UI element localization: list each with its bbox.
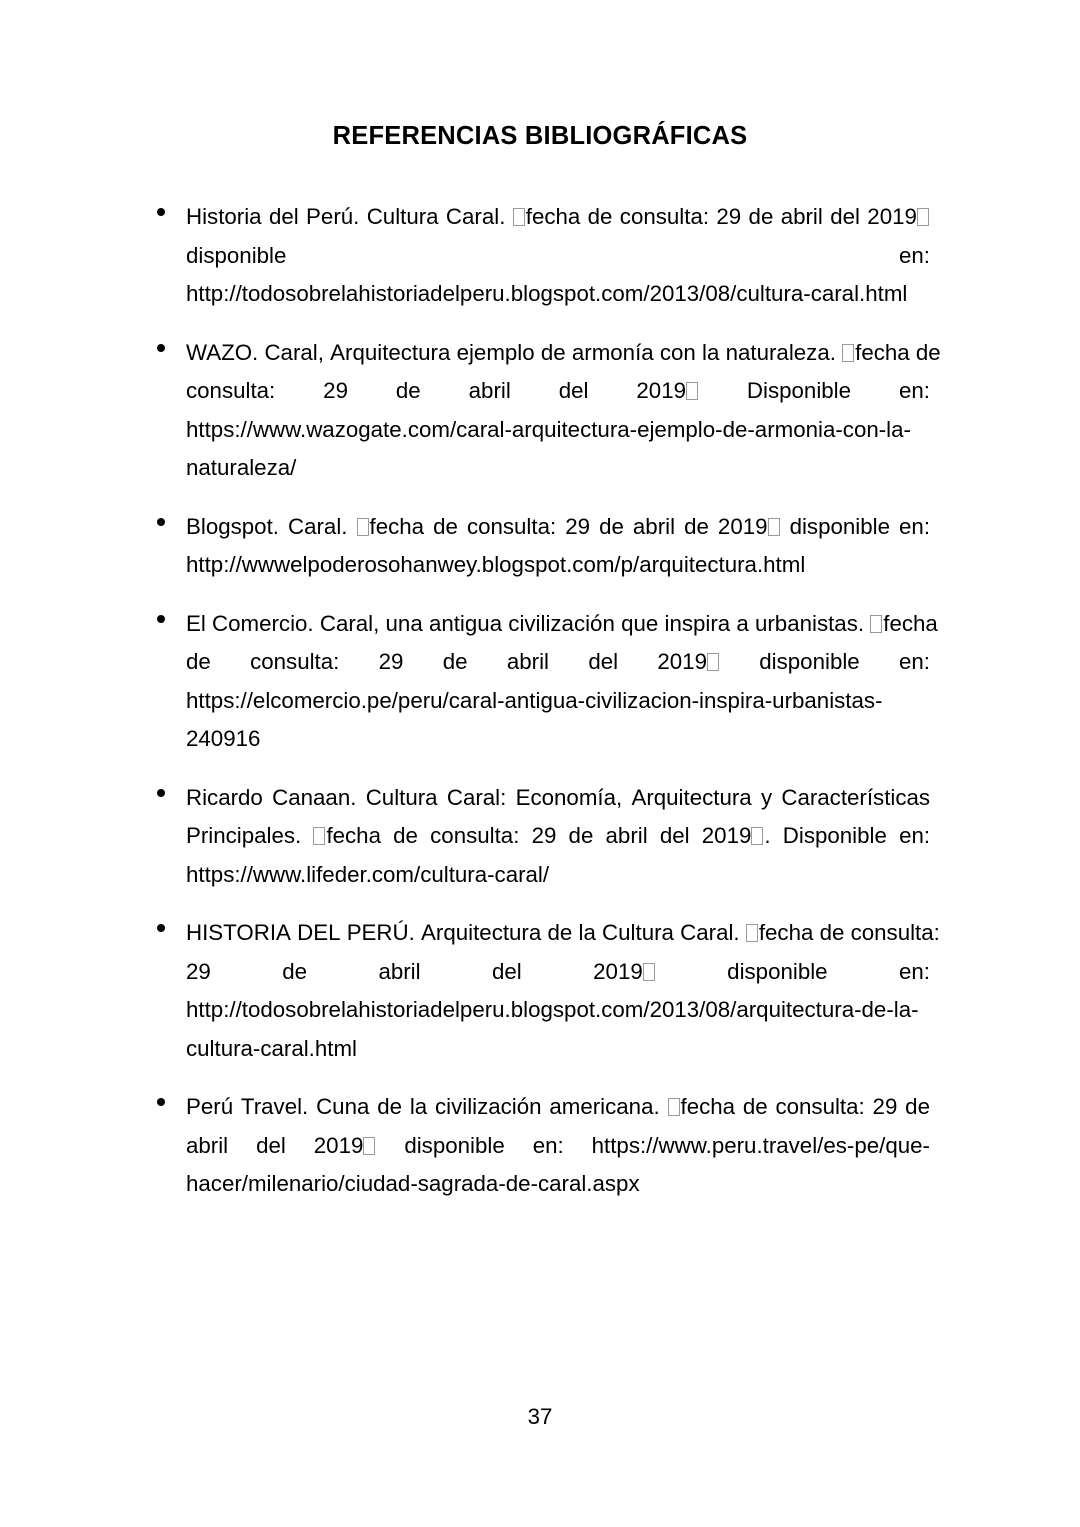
reference-line xyxy=(186,914,940,953)
text-token: 29 xyxy=(565,513,591,539)
text-token: Ricardo xyxy=(186,784,263,810)
text-token: de xyxy=(186,649,211,674)
text-token: 2019 xyxy=(314,1127,377,1166)
text-token: inspira xyxy=(664,610,731,636)
text-token: de xyxy=(742,1094,768,1119)
text-token: 29 xyxy=(186,958,211,984)
reference-text xyxy=(186,605,938,759)
bullet-icon xyxy=(157,1098,165,1106)
text-token: naturaleza/ xyxy=(186,455,297,480)
text-token: Arquitectura xyxy=(631,784,752,810)
text-token: de xyxy=(547,920,573,945)
references-list xyxy=(150,198,941,1224)
reference-item xyxy=(150,334,941,488)
reference-line xyxy=(186,1165,930,1204)
text-token: Disponible xyxy=(746,378,852,403)
text-token: Cultura xyxy=(366,204,439,229)
text-token: Caral, xyxy=(264,339,324,365)
text-token: http://todosobrelahistoriadelperu.blogspot.com/2013/08/arquitectura-de-la- xyxy=(186,997,919,1022)
reference-text xyxy=(186,334,941,488)
text-token: americana. xyxy=(549,1094,660,1119)
text-token: Cultura xyxy=(365,784,438,810)
reference-line xyxy=(186,856,930,895)
text-token: fecha xyxy=(668,1088,736,1127)
reference-line xyxy=(186,411,930,450)
text-token: http://wwwelpoderosohanwey.blogspot.com/p/arquitectura.html xyxy=(186,552,806,577)
text-token: Arquitectura xyxy=(330,339,451,365)
page-title: REFERENCIAS BIBLIOGRÁFICAS xyxy=(332,122,748,150)
text-token: y xyxy=(760,784,773,810)
text-token: la xyxy=(578,920,596,945)
reference-line xyxy=(186,372,930,411)
text-token: de xyxy=(819,920,845,945)
text-token: disponible xyxy=(404,1132,505,1158)
text-token: de xyxy=(282,958,308,984)
missing-glyph-icon xyxy=(363,1137,375,1155)
reference-text xyxy=(186,779,930,895)
text-token: disponible xyxy=(789,513,890,539)
text-token: en: xyxy=(532,1132,564,1158)
text-token: del xyxy=(659,823,690,848)
text-token: Arquitectura xyxy=(421,920,542,945)
text-token: de xyxy=(442,649,468,674)
text-token: disponible xyxy=(727,958,828,984)
reference-line xyxy=(186,682,930,721)
text-token: en: xyxy=(899,242,930,268)
text-token: Blogspot. xyxy=(186,513,279,539)
reference-line xyxy=(186,449,930,488)
text-token: abril xyxy=(468,378,511,403)
reference-text xyxy=(186,1088,930,1204)
text-token: fecha xyxy=(357,508,425,547)
text-token: consulta: xyxy=(250,649,340,674)
text-token: de xyxy=(599,513,624,539)
text-token: consulta: xyxy=(430,823,520,848)
reference-item xyxy=(150,508,930,585)
text-token: abril xyxy=(506,649,550,674)
missing-glyph-icon xyxy=(751,827,763,845)
missing-glyph-icon xyxy=(917,208,929,226)
text-token: 2019 xyxy=(657,643,720,682)
reference-line xyxy=(186,546,930,585)
text-token: 29 xyxy=(716,204,742,229)
text-token: Caral: xyxy=(446,784,507,810)
text-token: https://elcomercio.pe/peru/caral-antigua-civilizacion-inspira-urbanistas- xyxy=(186,687,883,713)
text-token: urbanistas. xyxy=(754,610,865,636)
text-token: abril xyxy=(378,958,421,984)
text-token: Perú xyxy=(186,1094,234,1119)
text-token: fecha xyxy=(313,817,381,856)
text-token: ejemplo xyxy=(456,339,535,365)
text-token: Caral. xyxy=(445,204,506,229)
text-token: fecha xyxy=(513,198,581,237)
reference-line xyxy=(186,991,930,1030)
missing-glyph-icon xyxy=(513,208,525,226)
text-token: fecha xyxy=(870,605,938,644)
text-token: 2019 xyxy=(867,198,930,237)
bullet-icon xyxy=(157,789,165,797)
text-token: abril xyxy=(186,1132,229,1158)
text-token: con xyxy=(659,339,696,365)
text-token: abril xyxy=(605,823,648,848)
text-token: El xyxy=(186,610,206,636)
text-token: del xyxy=(830,204,860,229)
text-token: la xyxy=(702,339,720,365)
text-token: 2019 xyxy=(593,953,656,992)
reference-line xyxy=(186,817,930,856)
text-token: DEL xyxy=(297,920,341,945)
text-token: Caral. xyxy=(680,920,740,945)
text-token: de xyxy=(393,823,418,848)
text-token: en: xyxy=(899,649,930,674)
text-token: que xyxy=(621,610,659,636)
missing-glyph-icon xyxy=(668,1098,680,1116)
text-token: la xyxy=(409,1094,428,1119)
text-token: de xyxy=(540,339,566,365)
text-token: Disponible xyxy=(782,823,887,848)
text-token: de xyxy=(587,204,613,229)
text-token: del xyxy=(256,1132,286,1158)
text-token: de xyxy=(905,1094,930,1119)
reference-line xyxy=(186,953,930,992)
reference-line xyxy=(186,334,941,373)
text-token: 2019 . xyxy=(701,823,771,848)
text-token: HISTORIA xyxy=(186,920,291,945)
text-token: de xyxy=(377,1094,402,1119)
text-token: Caral, xyxy=(319,610,380,636)
bullet-icon xyxy=(157,208,165,216)
text-token: de xyxy=(395,378,421,403)
text-token: consulta: xyxy=(619,204,710,229)
text-token: PERÚ. xyxy=(346,920,415,945)
text-token: consulta: xyxy=(775,1094,865,1119)
text-token: 29 xyxy=(531,823,557,848)
reference-line xyxy=(186,643,930,682)
reference-text xyxy=(186,198,930,314)
text-token: https://www.wazogate.com/caral-arquitectura-ejemplo-de-armonia-con-la- xyxy=(186,416,911,442)
text-token: Travel. xyxy=(240,1094,309,1119)
text-token: Economía, xyxy=(515,784,623,810)
text-token: civilización xyxy=(434,1094,542,1119)
reference-text xyxy=(186,508,930,585)
text-token: Características xyxy=(781,784,931,810)
missing-glyph-icon xyxy=(842,344,854,362)
text-token: de xyxy=(915,339,941,365)
text-token: cultura-caral.html xyxy=(186,1035,357,1061)
text-token: Historia xyxy=(186,204,262,229)
missing-glyph-icon xyxy=(313,827,325,845)
reference-line xyxy=(186,720,930,759)
text-token: Cuna xyxy=(316,1094,370,1119)
text-token: en: xyxy=(898,378,930,403)
text-token: en: xyxy=(899,823,931,848)
text-token: 2019 xyxy=(636,372,699,411)
text-token: armonía xyxy=(571,339,654,365)
text-token: Caral. xyxy=(288,513,348,539)
text-token: de xyxy=(684,513,709,539)
reference-line xyxy=(186,508,930,547)
text-token: en: xyxy=(899,958,930,984)
missing-glyph-icon xyxy=(870,615,882,633)
page-number: 37 xyxy=(527,1404,553,1429)
text-token: de xyxy=(568,823,594,848)
text-token: WAZO. xyxy=(186,339,259,365)
text-token: 240916 xyxy=(186,726,261,751)
missing-glyph-icon xyxy=(768,518,780,536)
reference-item xyxy=(150,914,940,1068)
text-token: 29 xyxy=(378,649,404,674)
text-token: civilización xyxy=(508,610,615,636)
text-token: a xyxy=(736,610,749,636)
reference-line xyxy=(186,1127,930,1166)
text-token: Cultura xyxy=(602,920,674,945)
reference-line xyxy=(186,275,930,314)
text-token: del xyxy=(491,958,522,984)
text-token: 29 xyxy=(323,378,348,403)
text-token: abril xyxy=(632,513,676,539)
missing-glyph-icon xyxy=(357,518,369,536)
text-token: de xyxy=(433,513,458,539)
text-token: Comercio. xyxy=(212,610,314,636)
text-token: del xyxy=(588,649,619,674)
text-token: Perú. xyxy=(306,204,360,229)
text-token: 2019 xyxy=(718,508,781,547)
reference-line xyxy=(186,1030,930,1069)
bullet-icon xyxy=(157,924,165,932)
reference-line xyxy=(186,1088,930,1127)
text-token: disponible xyxy=(186,242,287,268)
text-token: Principales. xyxy=(186,823,302,848)
text-token: fecha xyxy=(746,914,814,953)
text-token: naturaleza. xyxy=(725,339,836,365)
reference-line xyxy=(186,605,938,644)
text-token: de xyxy=(748,204,774,229)
text-token: disponible xyxy=(759,649,860,674)
reference-item xyxy=(150,198,930,314)
text-token: http://todosobrelahistoriadelperu.blogspot.com/2013/08/cultura-caral.html xyxy=(186,281,908,306)
reference-line xyxy=(186,779,930,818)
text-token: consulta: xyxy=(186,378,276,403)
missing-glyph-icon xyxy=(686,382,698,400)
reference-item xyxy=(150,1088,930,1204)
text-token: Canaan. xyxy=(272,784,357,810)
text-token: hacer/milenario/ciudad-sagrada-de-caral.aspx xyxy=(186,1171,640,1196)
bullet-icon xyxy=(157,344,165,352)
text-token: del xyxy=(268,204,299,229)
missing-glyph-icon xyxy=(643,963,655,981)
text-token: antigua xyxy=(428,610,503,636)
text-token: 29 xyxy=(872,1094,898,1119)
bullet-icon xyxy=(157,518,165,526)
text-token: consulta: xyxy=(466,513,557,539)
text-token: consulta: xyxy=(850,920,940,945)
reference-text xyxy=(186,914,940,1068)
text-token: abril xyxy=(780,204,823,229)
text-token: del xyxy=(558,378,589,403)
missing-glyph-icon xyxy=(746,924,758,942)
reference-line xyxy=(186,237,930,276)
reference-item xyxy=(150,779,930,895)
reference-item xyxy=(150,605,938,759)
text-token: https://www.peru.travel/es-pe/que- xyxy=(591,1132,930,1158)
text-token: una xyxy=(385,610,423,636)
missing-glyph-icon xyxy=(707,653,719,671)
reference-line xyxy=(186,198,930,237)
bullet-icon xyxy=(157,615,165,623)
text-token: https://www.lifeder.com/cultura-caral/ xyxy=(186,861,550,887)
text-token: fecha xyxy=(842,334,910,373)
text-token: en: xyxy=(899,513,931,539)
